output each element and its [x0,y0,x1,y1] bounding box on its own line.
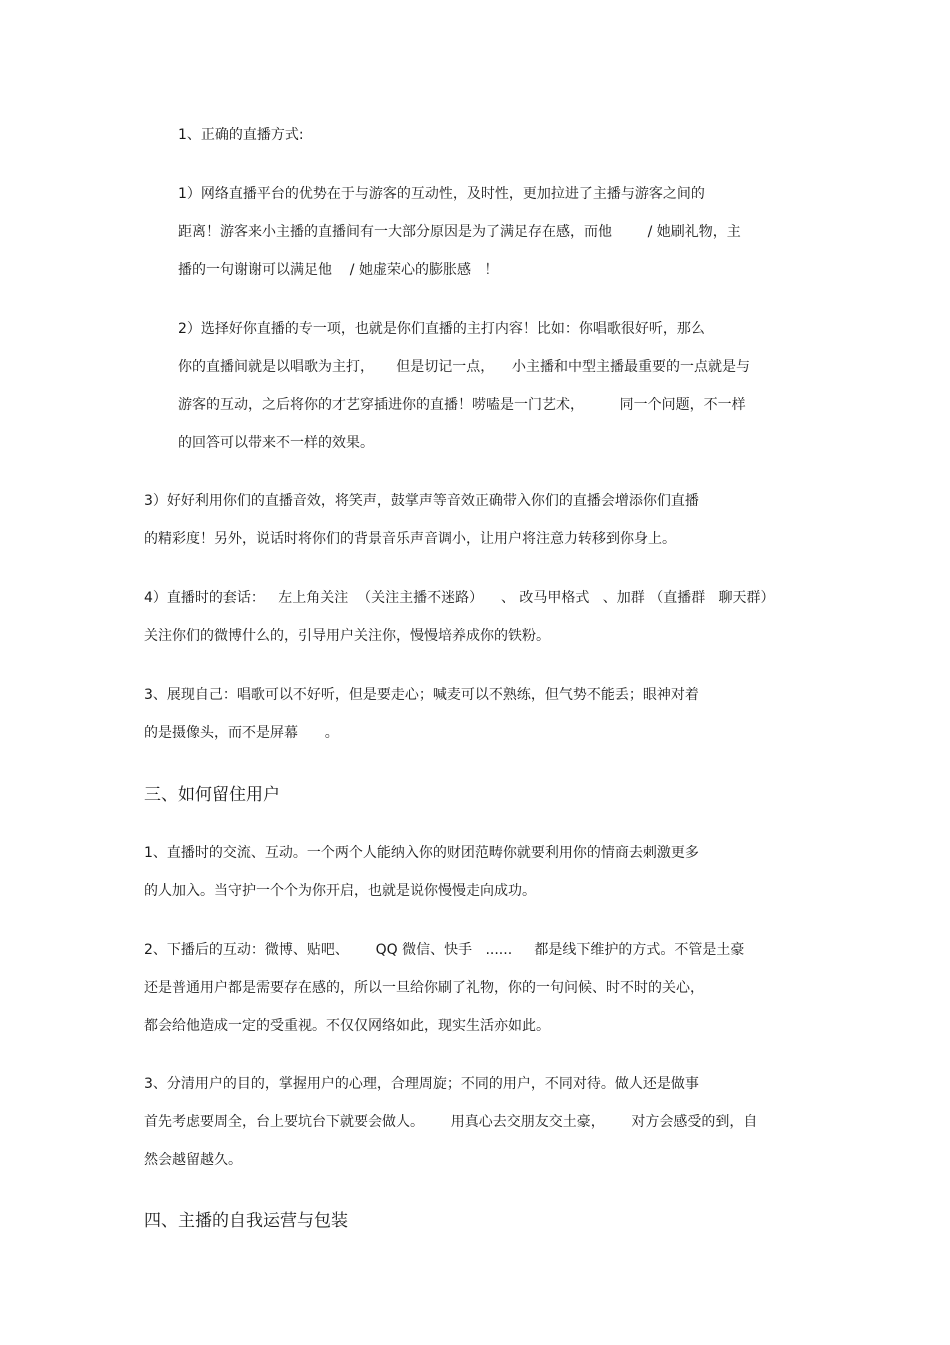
text-line: 1、正确的直播方式: [178,127,304,143]
text-line: 还是普通用户都是需要存在感的，所以一旦给你刷了礼物，你的一句问候、时不时的关心， [144,980,704,996]
text-line: 3）好好利用你们的直播音效，将笑声，鼓掌声等音效正确带入你们的直播会增添你们直播 [144,493,699,509]
text-line: 3、分清用户的目的，掌握用户的心理，合理周旋；不同的用户，不同对待。做人还是做事 [144,1076,699,1092]
text-line: 3、展现自己：唱歌可以不好听，但是要走心；喊麦可以不熟练，但气势不能丢；眼神对着 [144,687,699,703]
section-heading: 三、如何留住用户 [144,785,280,805]
text-line: 4）直播时的套话： 左上角关注 （关注主播不迷路） 、 改马甲格式 、加群 （直播群 聊天群） [144,590,775,606]
text-line: 游客的互动，之后将你的才艺穿插进你的直播！唠嗑是一门艺术， 同一个问题，不一样 [178,397,746,413]
text-line: 的是摄像头，而不是屏幕 。 [144,725,339,741]
text-line: 2、下播后的互动：微博、贴吧、 QQ 微信、快手 ...... 都是线下维护的方式。不管是土豪 [144,942,745,958]
text-line: 然会越留越久。 [144,1152,242,1168]
text-line: 你的直播间就是以唱歌为主打， 但是切记一点， 小主播和中型主播最重要的一点就是与 [178,359,751,375]
text-line: 的精彩度！另外，说话时将你们的背景音乐声音调小，让用户将注意力转移到你身上。 [144,531,676,547]
text-line: 距离！游客来小主播的直播间有一大部分原因是为了满足存在感，而他 / 她刷礼物，主 [178,224,741,240]
text-line: 2）选择好你直播的专一项，也就是你们直播的主打内容！比如：你唱歌很好听，那么 [178,321,705,337]
text-line: 1）网络直播平台的优势在于与游客的互动性，及时性，更加拉进了主播与游客之间的 [178,186,705,202]
text-line: 的人加入。当守护一个个为你开启，也就是说你慢慢走向成功。 [144,883,536,899]
text-line: 首先考虑要周全，台上要坑台下就要会做人。 用真心去交朋友交土豪， 对方会感受的到，自 [144,1114,758,1130]
text-line: 关注你们的微博什么的，引导用户关注你，慢慢培养成你的铁粉。 [144,628,550,644]
text-line: 1、直播时的交流、互动。一个两个人能纳入你的财团范畴你就要利用你的情商去刺激更多 [144,845,699,861]
text-line: 播的一句谢谢可以满足他 / 她虚荣心的膨胀感 ！ [178,262,499,278]
text-line: 都会给他造成一定的受重视。不仅仅网络如此，现实生活亦如此。 [144,1018,550,1034]
text-line: 的回答可以带来不一样的效果。 [178,435,374,451]
section-heading: 四、主播的自我运营与包装 [144,1211,348,1231]
